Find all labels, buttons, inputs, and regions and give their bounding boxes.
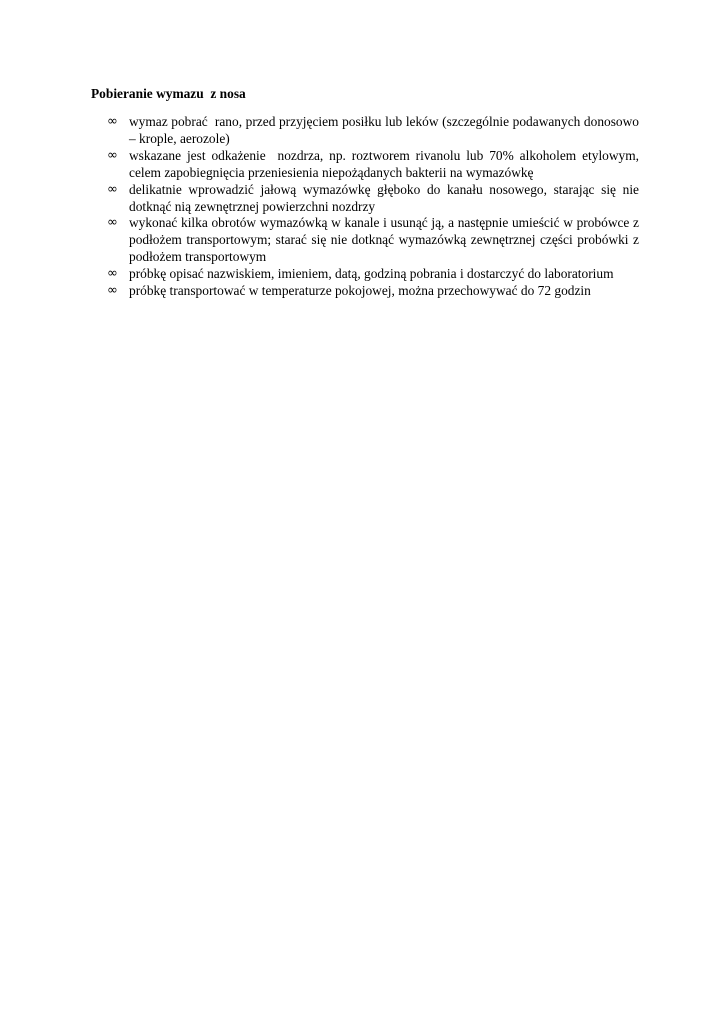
document-content: [91, 86, 646, 300]
list-item: [91, 114, 643, 148]
instruction-list: [91, 114, 646, 300]
document-heading: Pobieranie wymazu z nosa: [91, 86, 246, 101]
list-item-text: wykonać kilka obrotów wymazówką w kanale i usunąć ją, a następnie umieścić w probówce z podłożem transportowym; starać się nie dotknąć wymazówką zewnętrznej części probówki z podłożem transportowym: [129, 215, 643, 265]
infinity-bullet-icon: ∞: [107, 283, 118, 299]
infinity-bullet-icon: ∞: [107, 181, 118, 197]
infinity-bullet-icon: ∞: [107, 215, 118, 231]
list-item: [91, 266, 639, 283]
list-item-text: wskazane jest odkażenie nozdrza, np. roztworem rivanolu lub 70% alkoholem etylowym, celem zapobiegnięcia przeniesienia niepożądanych bakterii na wymazówkę: [129, 147, 646, 180]
infinity-bullet-icon: ∞: [107, 147, 118, 163]
list-item: [91, 181, 643, 216]
list-item-text: delikatnie wprowadzić jałową wymazówkę głęboko do kanału nosowego, starając się nie dotknąć nią zewnętrznej powierzchni nozdrzy: [129, 181, 643, 214]
infinity-bullet-icon: ∞: [107, 266, 118, 282]
list-item-text: wymaz pobrać rano, przed przyjęciem posiłku lub leków (szczególnie podawanych donosowo – krople, aerozole): [129, 114, 643, 146]
list-item-text: próbkę transportować w temperaturze pokojowej, można przechowywać do 72 godzin: [129, 283, 591, 299]
list-item: [91, 215, 643, 266]
list-item: [91, 283, 639, 300]
infinity-bullet-icon: ∞: [107, 114, 118, 129]
list-item: [91, 147, 646, 182]
list-item-text: próbkę opisać nazwiskiem, imieniem, datą, godziną pobrania i dostarczyć do laboratorium: [129, 266, 614, 282]
